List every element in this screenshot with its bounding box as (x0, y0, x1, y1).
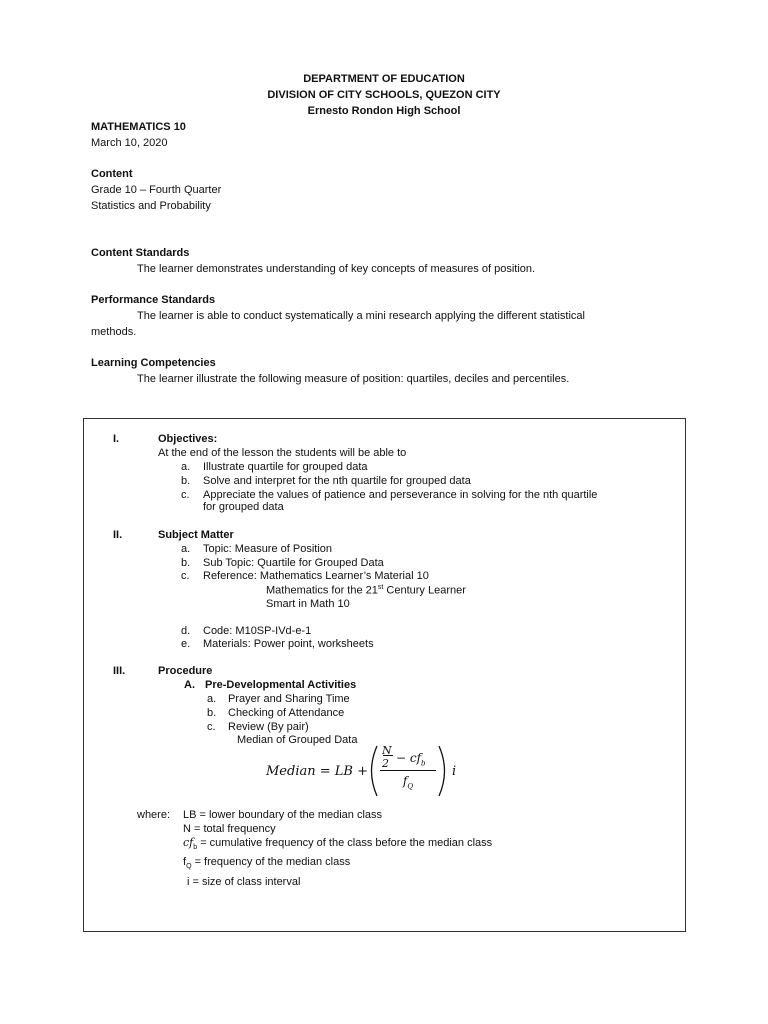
objective-b-letter: b. (181, 475, 191, 487)
objective-c-letter: c. (181, 489, 190, 501)
activity-c: Review (By pair) (228, 721, 309, 733)
objective-a-letter: a. (181, 461, 191, 473)
objective-b: Solve and interpret for the nth quartile for grouped data (203, 475, 471, 487)
performance-standards-text: The learner is able to conduct systematically a mini research applying the different statistical (137, 310, 585, 322)
objective-c-cont: for grouped data (203, 501, 284, 513)
content-line1: Grade 10 – Fourth Quarter (91, 184, 222, 196)
where-lb: LB = lower boundary of the median class (183, 809, 383, 821)
content-standards-text: The learner demonstrates understanding of key concepts of measures of position. (137, 263, 536, 275)
dept-heading: DEPARTMENT OF EDUCATION (303, 73, 465, 85)
objectives-number: I. (113, 433, 120, 445)
where-n: N = total frequency (183, 823, 276, 835)
objectives-heading: Objectives: (158, 433, 218, 445)
median-title: Median of Grouped Data (237, 734, 358, 746)
right-paren (434, 744, 454, 798)
reference: Reference: Mathematics Learner’s Material 10 (203, 570, 429, 582)
reference-2: Mathematics for the 21st Century Learner (266, 584, 466, 597)
learning-competencies-text: The learner illustrate the following measure of position: quartiles, deciles and percentiles. (137, 373, 570, 385)
activity-b: Checking of Attendance (228, 707, 345, 719)
subtopic: Sub Topic: Quartile for Grouped Data (203, 557, 384, 569)
code-letter: d. (181, 625, 191, 637)
topic: Topic: Measure of Position (203, 543, 333, 555)
topic-letter: a. (181, 543, 191, 555)
learning-competencies-heading: Learning Competencies (91, 357, 216, 369)
activity-a: Prayer and Sharing Time (228, 693, 350, 705)
subject-matter-heading: Subject Matter (158, 529, 234, 541)
content-standards-heading: Content Standards (91, 247, 190, 259)
activity-b-letter: b. (207, 707, 217, 719)
division-heading: DIVISION OF CITY SCHOOLS, QUEZON CITY (267, 89, 501, 101)
subtopic-letter: b. (181, 557, 191, 569)
objectives-intro: At the end of the lesson the students will be able to (158, 447, 407, 459)
materials-letter: e. (181, 638, 191, 650)
content-line2: Statistics and Probability (91, 200, 211, 212)
materials: Materials: Power point, worksheets (203, 638, 374, 650)
procedure-number: III. (113, 665, 126, 677)
pre-dev-heading: Pre-Developmental Activities (205, 679, 357, 691)
where-i: i = size of class interval (187, 876, 301, 888)
content-heading: Content (91, 168, 133, 180)
performance-standards-heading: Performance Standards (91, 294, 216, 306)
reference-letter: c. (181, 570, 190, 582)
performance-standards-text-cont: methods. (91, 326, 137, 338)
activity-c-letter: c. (207, 721, 216, 733)
left-paren (362, 744, 382, 798)
where-fq: $f_Q$ = frequency of the median class (183, 856, 351, 871)
where-label: where: (137, 809, 171, 821)
objective-a: Illustrate quartile for grouped data (203, 461, 368, 473)
subject-title: MATHEMATICS 10 (91, 121, 186, 133)
lesson-date: March 10, 2020 (91, 137, 168, 149)
where-cf: $cf_b$ = cumulative frequency of the class before the median class (183, 836, 493, 852)
procedure-heading: Procedure (158, 665, 213, 677)
activity-a-letter: a. (207, 693, 217, 705)
school-heading: Ernesto Rondon High School (307, 105, 461, 117)
code: Code: M10SP-IVd-e-1 (203, 625, 312, 637)
reference-3: Smart in Math 10 (266, 598, 350, 610)
pre-dev-letter: A. (184, 679, 195, 691)
subject-matter-number: II. (113, 529, 123, 541)
objective-c: Appreciate the values of patience and perseverance in solving for the nth quartile (203, 489, 598, 501)
